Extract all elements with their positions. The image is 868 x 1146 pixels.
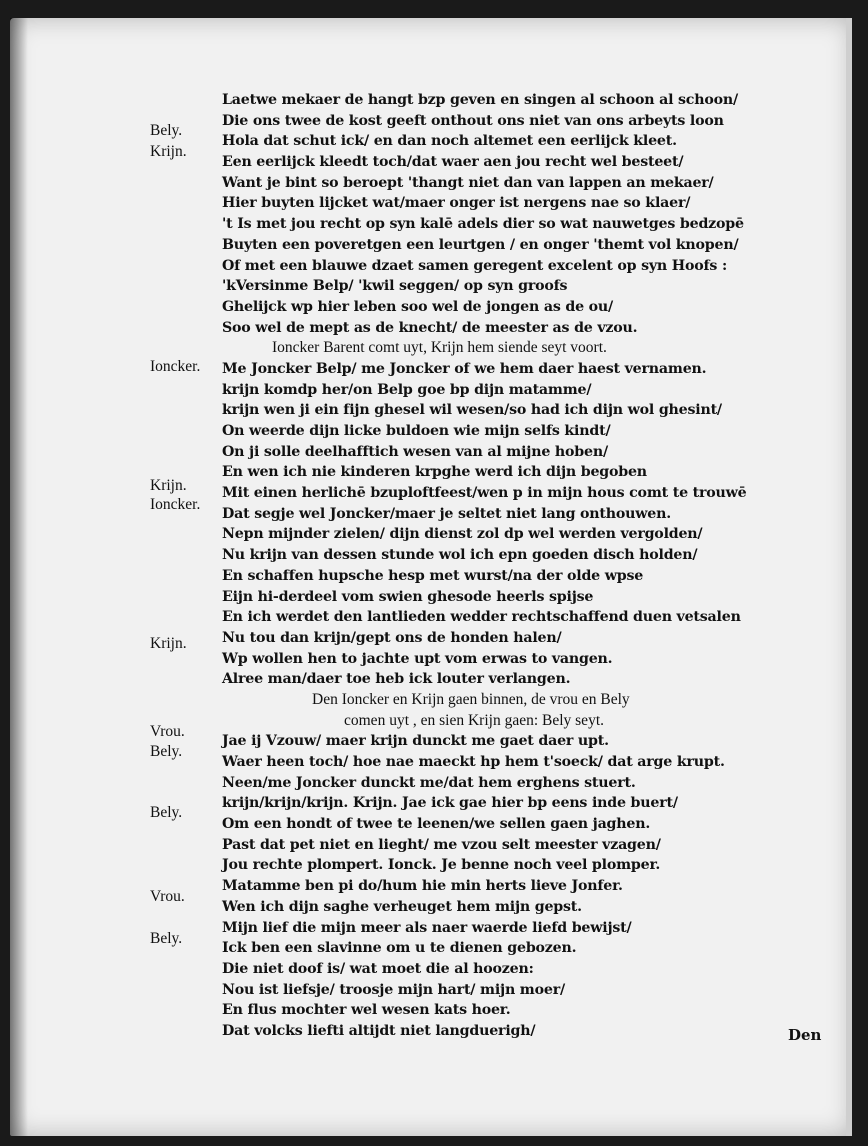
verse-line: Ick ben een slavinne om u te dienen gebozen. <box>222 940 577 957</box>
verse-line: Eijn hi-derdeel vom swien ghesode heerls spijse <box>222 588 594 605</box>
verse-line: krijn wen ji ein fijn ghesel wil wesen/so had ich dijn wol ghesint/ <box>222 402 722 419</box>
verse-line: Jae ij Vzouw/ maer krijn dunckt me gaet daer upt. <box>222 733 609 750</box>
speaker-label: Ioncker. <box>150 496 201 513</box>
verse-line: Hier buyten lijcket wat/maer onger ist nergens nae so klaer/ <box>222 195 691 212</box>
speaker-label: Krijn. <box>150 143 187 160</box>
speaker-label: Bely. <box>150 122 183 139</box>
verse-line: Om een hondt of twee te leenen/we sellen gaen jaghen. <box>222 816 651 833</box>
speaker-column <box>10 18 220 1136</box>
verse-line: 'kVersinme Belp/ 'kwil seggen/ op syn groofs <box>222 278 568 295</box>
verse-line: Jou rechte plompert. Ionck. Je benne noch veel plomper. <box>222 857 661 874</box>
speaker-label: Bely. <box>150 930 183 947</box>
verse-line: Een eerlijck kleedt toch/dat waer aen jou recht wel besteet/ <box>222 154 684 171</box>
speaker-label: Krijn. <box>150 477 187 494</box>
speaker-label: Ioncker. <box>150 358 201 375</box>
verse-line: Nou ist liefsje/ troosje mijn hart/ mijn moer/ <box>222 981 565 998</box>
page-edge <box>846 18 852 1136</box>
speaker-label: Krijn. <box>150 635 187 652</box>
book-page <box>10 18 852 1136</box>
verse-line: Waer heen toch/ hoe nae maeckt hp hem t'soeck/ dat arge krupt. <box>222 754 725 770</box>
speaker-label: Bely. <box>150 804 183 821</box>
verse-line: Alree man/daer toe heb ick louter verlangen. <box>222 671 571 688</box>
verse-line: Soo wel de mept as de knecht/ de meester as de vzou. <box>222 319 638 336</box>
verse-line: Want je bint so beroept 'thangt niet dan van lappen an mekaer/ <box>222 174 714 191</box>
verse-line: Wp wollen hen to jachte upt vom erwas to vangen. <box>222 650 613 667</box>
verse-line: Of met een blauwe dzaet samen geregent excelent op syn Hoofs : <box>222 257 727 274</box>
verse-line: On ji solle deelhafftich wesen van al mijne hoben/ <box>222 443 608 460</box>
verse-line: 't Is met jou recht op syn kalē adels dier so wat nauwetges bedzopē <box>222 216 744 233</box>
verse-line: Mit einen herlichē bzuploftfeest/wen p in mijn hous comt te trouwē <box>222 485 747 502</box>
verse-line: En schaffen hupsche hesp met wurst/na der olde wpse <box>222 567 644 584</box>
speaker-label: Vrou. <box>150 723 185 740</box>
verse-line: Nu krijn van dessen stunde wol ich epn goeden disch holden/ <box>222 547 698 564</box>
verse-line: Past dat pet niet en lieght/ me vzou selt meester vzagen/ <box>222 836 661 853</box>
verse-line: krijn komdp her/on Belp goe bp dijn matamme/ <box>222 381 592 398</box>
verse-line: Wen ich dijn saghe verheuget hem mijn gepst. <box>222 898 582 915</box>
catchword: Den <box>788 1026 822 1044</box>
verse-line: Matamme ben pi do/hum hie min herts lieve Jonfer. <box>222 878 623 895</box>
speaker-label: Vrou. <box>150 888 185 905</box>
verse-line: Dat volcks liefti altijdt niet langduerigh/ <box>222 1022 536 1039</box>
verse-line: Dat segje wel Joncker/maer je seltet niet lang onthouwen. <box>222 505 671 522</box>
stage-direction: comen uyt , en sien Krijn gaen: Bely seyt. <box>344 711 604 729</box>
verse-line: Die ons twee de kost geeft onthout ons niet van ons arbeyts loon <box>222 112 724 129</box>
stage-direction: Ioncker Barent comt uyt, Krijn hem siende seyt voort. <box>272 339 607 357</box>
verse-line: On weerde dijn licke buldoen wie mijn selfs kindt/ <box>222 423 611 439</box>
verse-line: En ich werdet den lantlieden wedder rechtschaffend duen vetsalen <box>222 609 741 626</box>
verse-line: En wen ich nie kinderen krpghe werd ich dijn begoben <box>222 464 647 481</box>
verse-line: Laetwe mekaer de hangt bzp geven en singen al schoon al schoon/ <box>222 92 738 108</box>
verse-line: Die niet doof is/ wat moet die al hoozen: <box>222 960 534 977</box>
verse-line: Hola dat schut ick/ en dan noch altemet een eerlijck kleet. <box>222 133 677 150</box>
verse-line: En flus mochter wel wesen kats hoer. <box>222 1002 511 1019</box>
verse-line: Me Joncker Belp/ me Joncker of we hem daer haest vernamen. <box>222 360 707 377</box>
verse-line: Buyten een poveretgen een leurtgen / en onger 'themt vol knopen/ <box>222 236 739 253</box>
speaker-label: Bely. <box>150 743 183 760</box>
verse-text <box>222 90 842 1042</box>
stage-direction: Den Ioncker en Krijn gaen binnen, de vrou en Bely <box>312 690 630 708</box>
verse-line: Ghelijck wp hier leben soo wel de jongen as de ou/ <box>222 298 613 315</box>
verse-line: Nepn mijnder zielen/ dijn dienst zol dp wel werden vergolden/ <box>222 526 703 543</box>
verse-line: Neen/me Joncker dunckt me/dat hem erghens stuert. <box>222 774 636 791</box>
verse-line: Nu tou dan krijn/gept ons de honden halen/ <box>222 629 562 646</box>
verse-line: krijn/krijn/krijn. Krijn. Jae ick gae hier bp eens inde buert/ <box>222 795 678 812</box>
verse-line: Mijn lief die mijn meer als naer waerde liefd bewijst/ <box>222 919 632 936</box>
